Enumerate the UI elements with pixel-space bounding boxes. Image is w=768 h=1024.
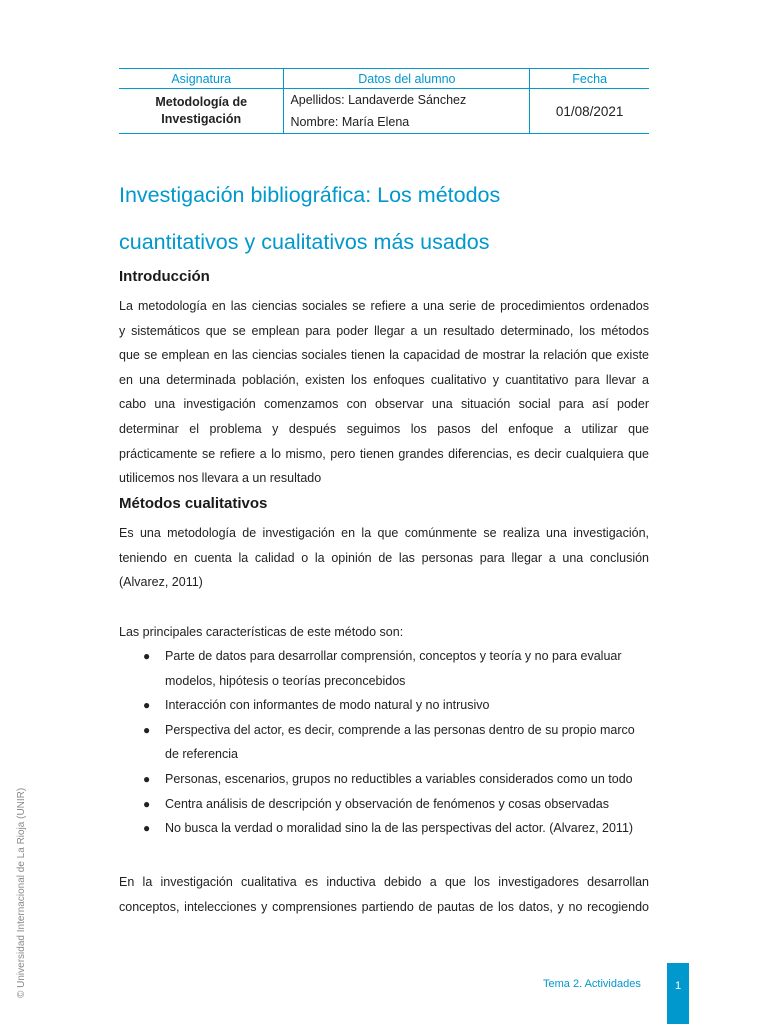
qualitative-line: (Alvarez, 2011) — [119, 575, 203, 590]
copyright-notice: © Universidad Internacional de La Rioja (UNIR) — [16, 787, 27, 998]
list-item-text: de referencia — [165, 747, 238, 762]
list-item — [119, 693, 649, 718]
title-line-1: Investigación bibliográfica: Los métodos — [119, 183, 501, 207]
list-item-text: modelos, hipótesis o teorías preconcebidos — [165, 673, 406, 688]
subject-cell — [119, 89, 284, 134]
intro-line: cabo una investigación comenzamos con observar una situación social para así poder — [119, 397, 649, 412]
header-table — [119, 68, 649, 134]
closing-line: En la investigación cualitativa es inductiva debido a que los investigadores desarrollan — [119, 875, 649, 889]
closing-line: conceptos, intelecciones y comprensiones partiendo de pautas de los datos, y no recogiendo — [119, 899, 649, 914]
subject-line-2: Investigación — [161, 112, 242, 126]
list-item-text: Parte de datos para desarrollar comprensión, conceptos y teoría y no para evaluar — [165, 649, 622, 663]
list-item — [119, 792, 649, 817]
list-item — [119, 644, 649, 669]
header-values-row — [119, 89, 649, 134]
bullet-icon: ● — [143, 722, 151, 737]
intro-line: prácticamente se refiere a lo mismo, pero tienen grandes diferencias, es decir cualquiera que — [119, 446, 649, 461]
qualitative-paragraph — [119, 521, 649, 595]
list-item — [119, 816, 649, 841]
intro-line: La metodología en las ciencias sociales se refiere a una serie de procedimientos ordenados — [119, 299, 649, 313]
list-item-text: Personas, escenarios, grupos no reductibles a variables considerados como un todo — [165, 771, 633, 786]
header-subject-label: Asignatura — [119, 69, 284, 89]
document-title — [119, 172, 659, 266]
list-item — [119, 767, 649, 792]
characteristics-intro-text: Las principales características de este método son: — [119, 625, 404, 639]
intro-paragraph — [119, 294, 649, 491]
header-row — [119, 69, 649, 89]
header-student-label: Datos del alumno — [284, 69, 530, 89]
list-item-continuation — [119, 669, 649, 694]
intro-line: utilicemos nos llevara a un resultado — [119, 471, 322, 486]
list-item-text: Perspectiva del actor, es decir, comprende a las personas dentro de su propio marco — [165, 722, 635, 737]
list-item-text: Interacción con informantes de modo natural y no intrusivo — [165, 698, 490, 713]
bullet-icon: ● — [143, 649, 151, 663]
intro-line: que se emplean en las ciencias sociales tienen la capacidad de mostrar la relación que existe — [119, 348, 649, 363]
intro-line: determinar el problema y después seguimos los pasos del enfoque a utilizar que — [119, 421, 649, 436]
bullet-icon: ● — [143, 698, 151, 713]
page-number: 1 — [667, 963, 689, 1024]
student-cell — [284, 89, 530, 134]
header-date-label: Fecha — [530, 69, 649, 89]
list-item-continuation — [119, 742, 649, 767]
student-name: Nombre: María Elena — [290, 115, 410, 129]
qualitative-line: teniendo en cuenta la calidad o la opinión de las personas para llegar a una conclusión — [119, 550, 649, 565]
qualitative-heading: Métodos cualitativos — [119, 495, 268, 512]
closing-paragraph — [119, 870, 649, 919]
date-value: 01/08/2021 — [530, 89, 649, 134]
student-surname: Apellidos: Landaverde Sánchez — [290, 93, 467, 107]
list-item — [119, 718, 649, 743]
intro-line: en una determinada población, existen los enfoques cualitativo y cuantitativo para llevar a — [119, 372, 649, 387]
bullet-icon: ● — [143, 771, 151, 786]
bullet-icon: ● — [143, 796, 151, 811]
qualitative-line: Es una metodología de investigación en la que comúnmente se realiza una investigación, — [119, 526, 649, 540]
bullet-icon: ● — [143, 821, 151, 836]
intro-line: y sistemáticos que se emplean para poder llegar a un resultado determinado, los métodos — [119, 323, 649, 338]
intro-heading: Introducción — [119, 268, 210, 285]
subject-line-1: Metodología de — [155, 95, 248, 109]
list-item-text: Centra análisis de descripción y observación de fenómenos y cosas observadas — [165, 796, 609, 811]
list-item-text: No busca la verdad o moralidad sino la de las perspectivas del actor. (Alvarez, 2011) — [165, 821, 634, 836]
title-line-2: cuantitativos y cualitativos más usados — [119, 230, 490, 254]
footer-topic: Tema 2. Actividades — [543, 978, 641, 990]
characteristics-intro — [119, 620, 649, 645]
characteristics-list — [119, 644, 649, 841]
